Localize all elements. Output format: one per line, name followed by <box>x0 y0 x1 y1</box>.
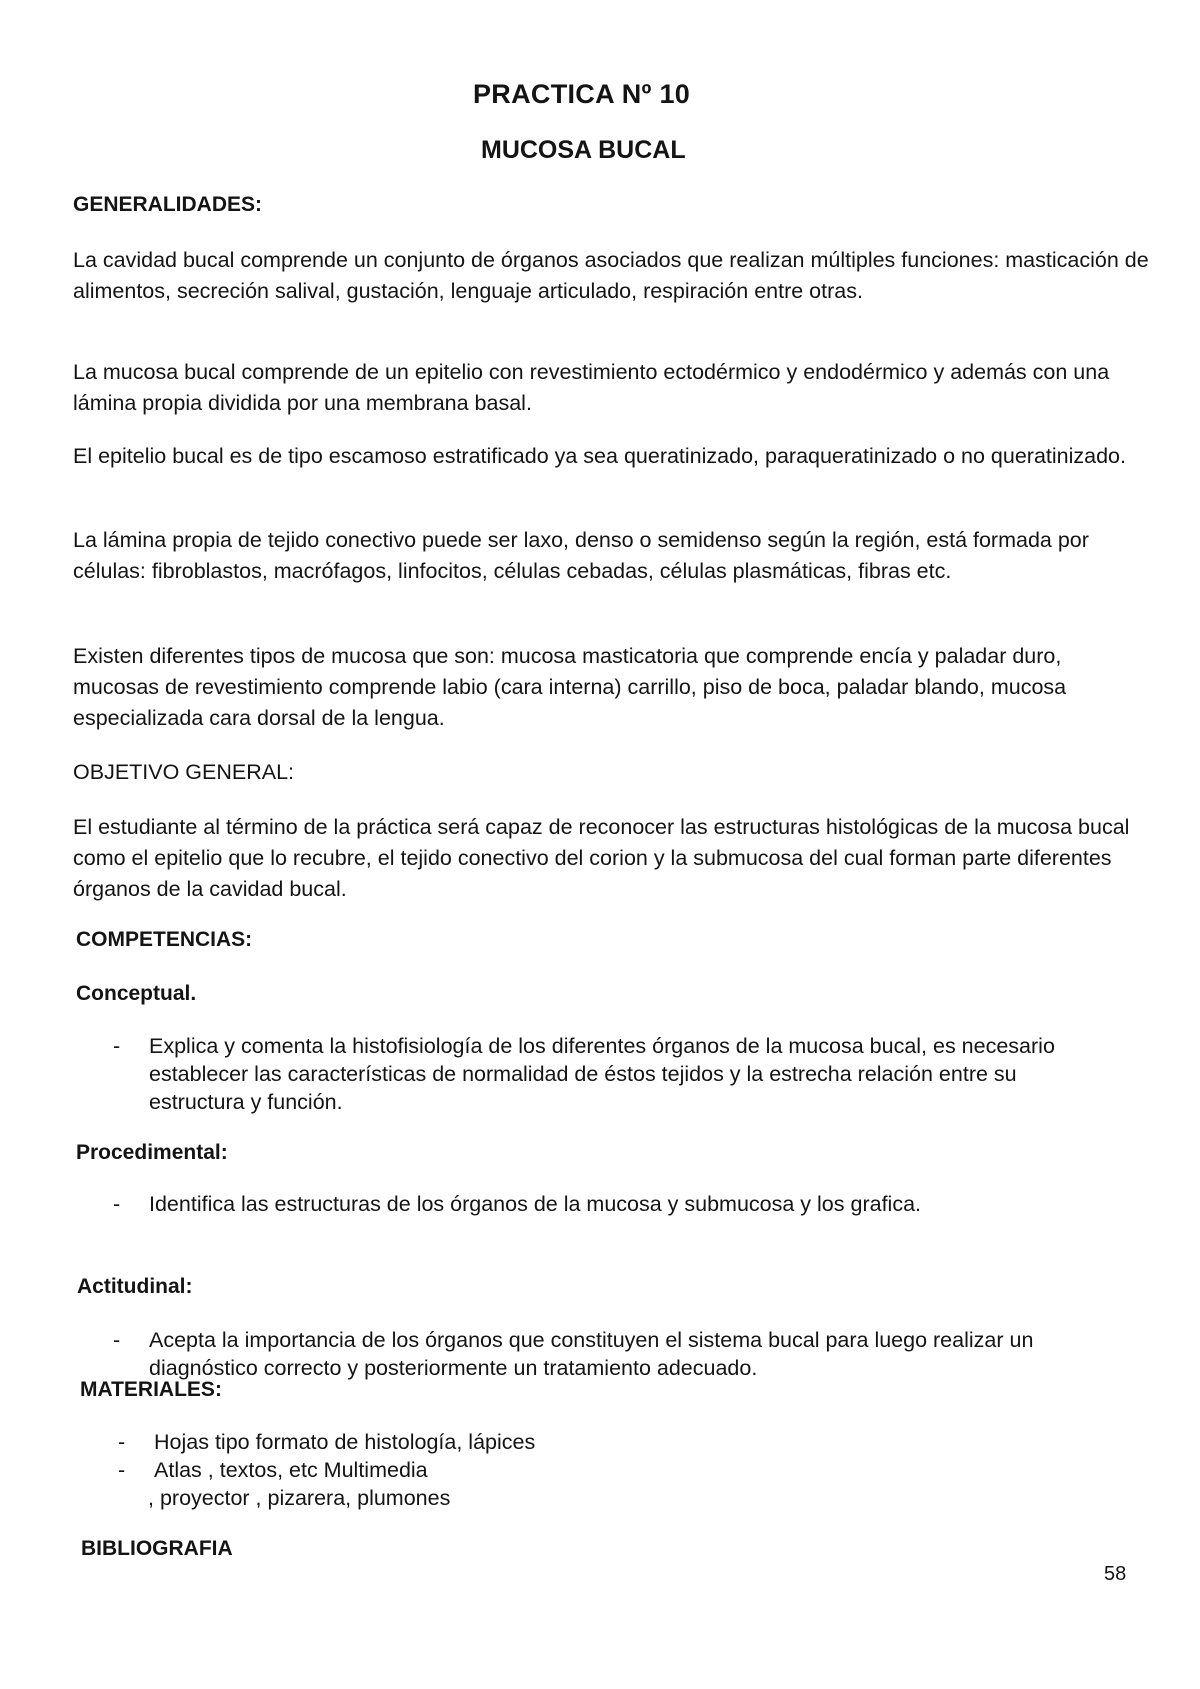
actitudinal-item <box>113 1326 1123 1382</box>
dash-marker: - <box>118 1458 126 1482</box>
generalidades-paragraph-5: Existen diferentes tipos de mucosa que son: mucosa masticatoria que comprende encía y paladar duro, mucosas de revestimiento comprende labio (cara interna) carrillo, piso de boca, paladar blando, mucosa especializada cara dorsal de la lengua. <box>73 644 1067 730</box>
materiales-item-text: Hojas tipo formato de histología, lápices <box>154 1430 536 1454</box>
actitudinal-item-text: Acepta la importancia de los órganos que constituyen el sistema bucal para luego realizar un diagnóstico correcto y posteriormente un tratamiento adecuado. <box>149 1328 1034 1380</box>
generalidades-paragraph-4: La lámina propia de tejido conectivo puede ser laxo, denso o semidenso según la región, está formada por células: fibroblastos, macrófagos, linfocitos, células cebadas, células plasmáticas, fibras etc. <box>73 528 1089 583</box>
bibliografia-heading: BIBLIOGRAFIA <box>81 1537 233 1560</box>
materiales-item <box>118 1428 918 1456</box>
dash-marker: - <box>113 1192 121 1216</box>
page-subtitle: MUCOSA BUCAL <box>481 136 686 164</box>
procedimental-item <box>113 1190 1113 1218</box>
objetivo-heading: OBJETIVO GENERAL: <box>73 760 295 784</box>
procedimental-heading: Procedimental: <box>76 1141 228 1164</box>
materiales-item <box>118 1456 918 1484</box>
competencias-heading: COMPETENCIAS: <box>76 928 253 951</box>
conceptual-item <box>113 1032 1113 1116</box>
page-number: 58 <box>1104 1563 1127 1585</box>
generalidades-paragraph-2: La mucosa bucal comprende de un epitelio con revestimiento ectodérmico y endodérmico y además con una lámina propia dividida por una membrana basal. <box>73 360 1110 415</box>
procedimental-item-text: Identifica las estructuras de los órganos de la mucosa y submucosa y los grafica. <box>149 1192 921 1216</box>
actitudinal-heading: Actitudinal: <box>77 1275 193 1298</box>
page-title: PRACTICA Nº 10 <box>473 79 691 109</box>
conceptual-heading: Conceptual. <box>76 982 197 1005</box>
dash-marker: - <box>113 1328 121 1352</box>
materiales-continuation: , proyector , pizarera, plumones <box>148 1486 451 1510</box>
objetivo-text: El estudiante al término de la práctica será capaz de reconocer las estructuras histológicas de la mucosa bucal como el epitelio que lo recubre, el tejido conectivo del corion y la submucosa del cual forman parte diferentes órganos de la cavidad bucal. <box>73 815 1130 901</box>
generalidades-paragraph-1: La cavidad bucal comprende un conjunto de órganos asociados que realizan múltiples funciones: masticación de alimentos, secreción salival, gustación, lenguaje articulado, respiración entre otras. <box>73 248 1149 303</box>
generalidades-paragraph-3: El epitelio bucal es de tipo escamoso estratificado ya sea queratinizado, paraqueratinizado o no queratinizado. <box>73 444 1126 468</box>
materiales-item-text: Atlas , textos, etc Multimedia <box>154 1458 428 1482</box>
conceptual-item-text: Explica y comenta la histofisiología de los diferentes órganos de la mucosa bucal, es necesario establecer las características de normalidad de éstos tejidos y la estrecha relación entre su estructura y función. <box>149 1034 1055 1114</box>
dash-marker: - <box>113 1034 121 1058</box>
generalidades-heading: GENERALIDADES: <box>73 193 263 216</box>
dash-marker: - <box>118 1430 126 1454</box>
materiales-heading: MATERIALES: <box>80 1378 222 1401</box>
